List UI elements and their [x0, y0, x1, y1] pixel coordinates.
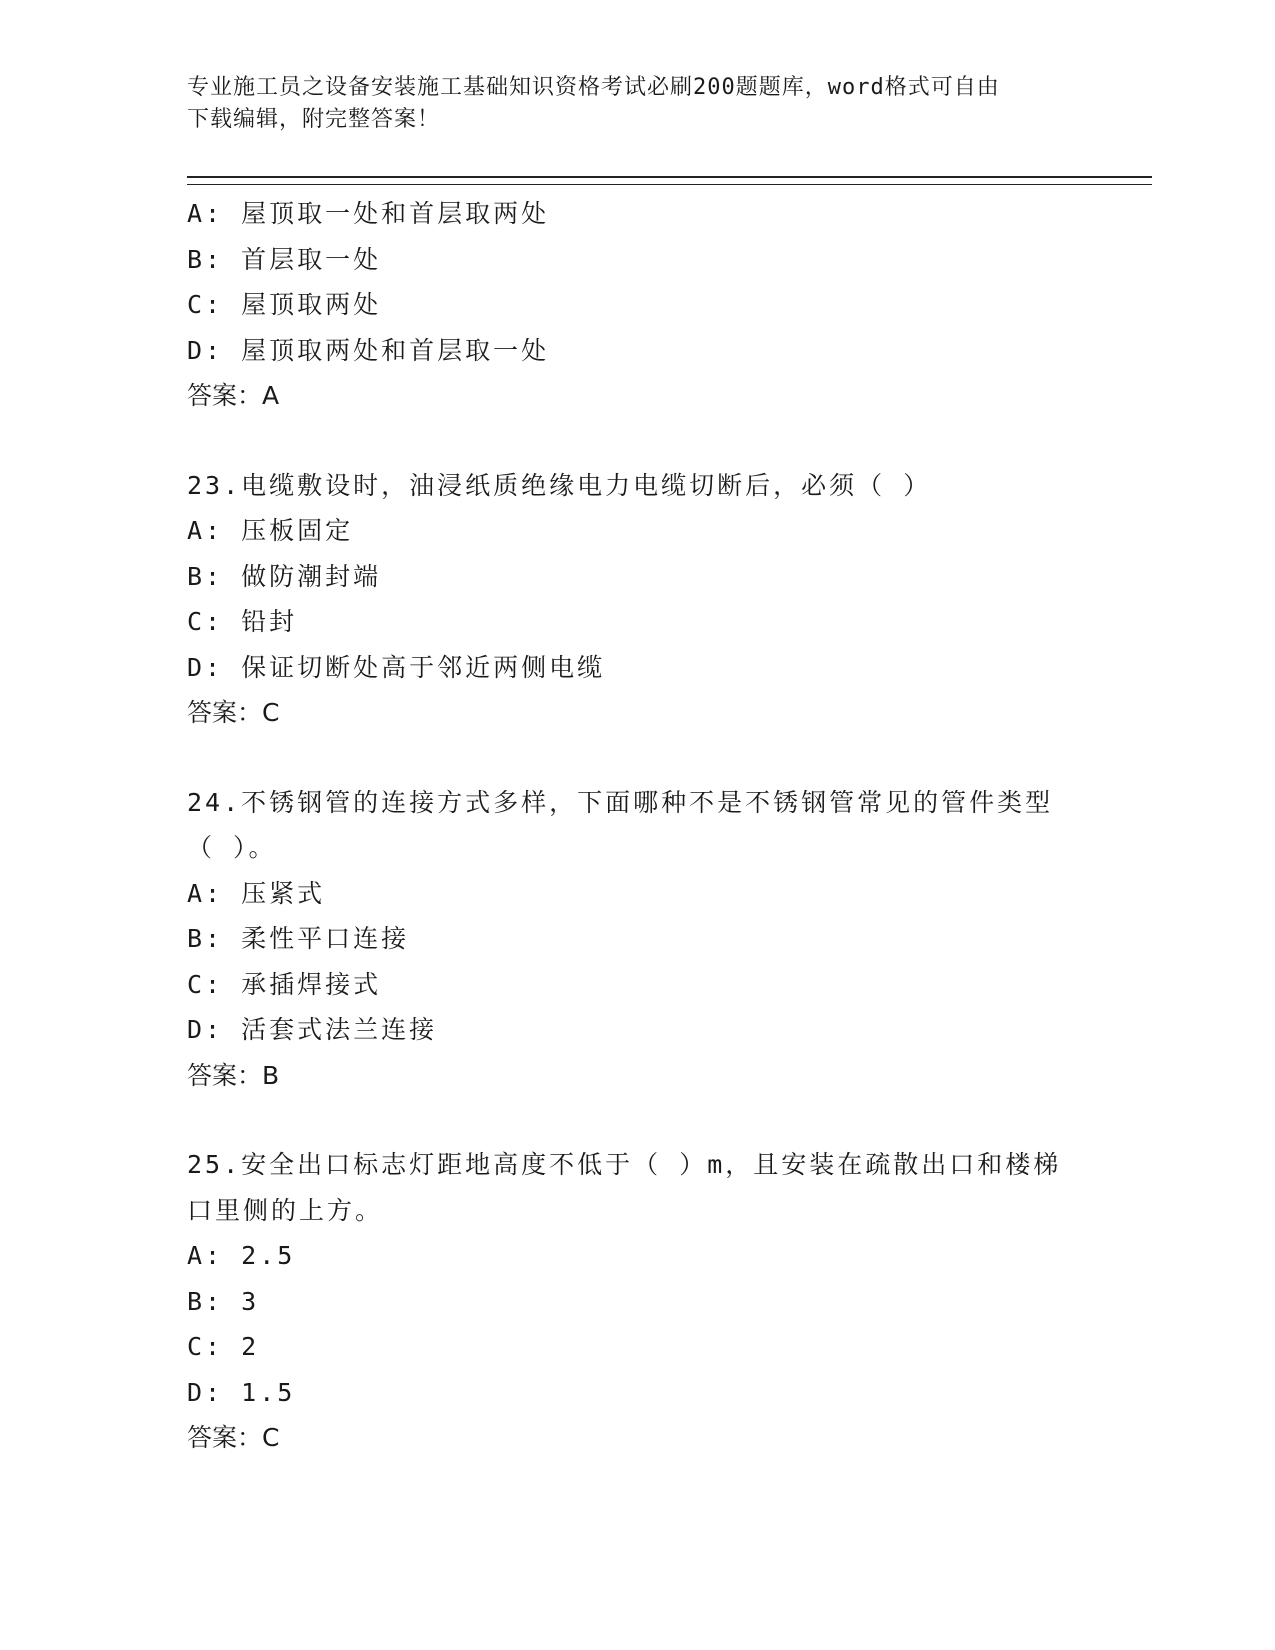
- question-block-25: [187, 1142, 1087, 1461]
- answer-line: 答案：C: [187, 698, 280, 727]
- question-text-line-1: 25.安全出口标志灯距地高度不低于（ ）m，且安装在疏散出口和楼梯: [187, 1150, 1062, 1179]
- question-block-23: [187, 463, 1087, 736]
- question-block-24: [187, 780, 1087, 1099]
- option-b: B: 3: [187, 1286, 260, 1316]
- option-c: C: 承插焊接式: [187, 969, 382, 999]
- question-text-line-2: （ ）。: [187, 833, 277, 862]
- spacer: [187, 419, 1087, 463]
- question-content: [187, 191, 1087, 1461]
- answer-line: 答案：B: [187, 1060, 280, 1090]
- option-c: C: 屋顶取两处: [187, 290, 382, 319]
- header-divider: [187, 176, 1152, 185]
- question-text-line-2: 口里侧的上方。: [187, 1195, 384, 1225]
- option-b: B: 首层取一处: [187, 244, 382, 274]
- spacer: [187, 736, 1087, 780]
- spacer: [187, 1098, 1087, 1142]
- option-b: B: 柔性平口连接: [187, 924, 410, 953]
- option-d: D: 1.5: [187, 1377, 296, 1407]
- option-b: B: 做防潮封端: [187, 561, 382, 591]
- question-text-line-1: 24.不锈钢管的连接方式多样，下面哪种不是不锈钢管常见的管件类型: [187, 787, 1054, 817]
- document-header: [187, 72, 1067, 136]
- option-a: A: 2.5: [187, 1241, 296, 1270]
- answer-line: 答案：A: [187, 381, 280, 410]
- option-c: C: 2: [187, 1332, 260, 1361]
- option-a: A: 压紧式: [187, 878, 326, 908]
- header-title-line-2: 下载编辑，附完整答案！: [187, 107, 441, 132]
- option-d: D: 屋顶取两处和首层取一处: [187, 335, 550, 365]
- option-c: C: 铅封: [187, 607, 298, 636]
- option-d: D: 活套式法兰连接: [187, 1015, 438, 1044]
- question-block-22: [187, 191, 1087, 419]
- option-d: D: 保证切断处高于邻近两侧电缆: [187, 652, 606, 682]
- question-text: 23.电缆敷设时，油浸纸质绝缘电力电缆切断后，必须（ ）: [187, 470, 932, 500]
- answer-line: 答案：C: [187, 1423, 280, 1452]
- option-a: A: 压板固定: [187, 516, 354, 545]
- option-a: A: 屋顶取一处和首层取两处: [187, 199, 550, 228]
- header-title-line-1: 专业施工员之设备安装施工基础知识资格考试必刷200题题库，word格式可自由: [187, 75, 1000, 100]
